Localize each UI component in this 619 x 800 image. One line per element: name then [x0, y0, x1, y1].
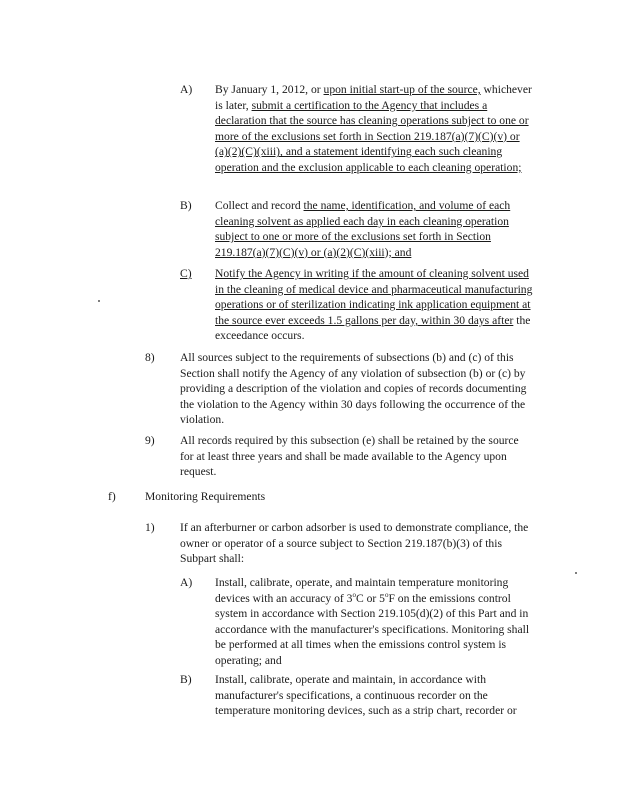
item-b2-text: Install, calibrate, operate and maintain, in accordance with manufacturer's specifications, a continuous recorder on the temperature monitoring devices, such as a strip chart, recorder or — [215, 673, 517, 718]
item-b2-label: B) — [180, 673, 192, 686]
item-9-text: All records required by this subsection (e) shall be retained by the source for at least three years and shall be made available to the Agency upon request. — [180, 434, 519, 479]
item-c-text — [215, 266, 535, 344]
item-8-label: 8) — [145, 351, 155, 364]
text-segment: amount of cleaning solvent used in the cleaning of medical device and pharmaceutical manufacturing operations or of sterilization indicating ink application equipment at the source ever exceeds 1.5 gallons per day, within 30 days after — [215, 267, 533, 327]
text-segment: whichever is later, — [215, 83, 532, 112]
text-segment: Collect and record — [215, 199, 304, 212]
item-a2-text: Install, calibrate, operate, and maintain temperature monitoring devices with an accuracy of 3$^o$C or 5$^o$F on the emissions control system in accordance with Section 219.105(d)(2) of this Part and in accordance with the manufacturer's specifications. Monitoring shall be performed at all times when the emissions control system is operating; and — [215, 576, 530, 667]
text-segment: submit a certification to the Agency that includes a declaration that the source has cleaning operations subject to one or more of the exclusions set forth in Section 219.187(a)(7)(C)(v) or (a)(2)(C)(xiii), and a statement identifying each such cleaning operation and the exclusion applicable to each cleaning operation; — [215, 98, 529, 174]
scan-speck — [98, 300, 100, 302]
item-f-label: f) — [108, 490, 116, 503]
item-b-label: B) — [180, 199, 192, 212]
item-b-text — [215, 198, 533, 260]
item-1-text: If an afterburner or carbon adsorber is used to demonstrate compliance, the owner or operator of a source subject to Section 219.187(b)(3) of this Subpart shall: — [180, 521, 529, 566]
item-8-text: All sources subject to the requirements of subsections (b) and (c) of this Section shall notify the Agency of any violation of subsection (b) or (c) by providing a description of the violation and copies of records documenting the violation to the Agency within 30 days following the occurrence of the violation. — [180, 351, 527, 427]
item-c-label: C) — [180, 267, 192, 280]
text-segment: the name, identification, and volume of each cleaning solvent as applied each day in each cleaning operation subject to one or more of the exclusions set forth in Section 219.187(a)(7)(C)(v) or (a)(2)(C)(xiii); and — [215, 199, 511, 259]
item-a-label: A) — [180, 83, 193, 96]
monitoring-heading: Monitoring Requirements — [145, 490, 266, 503]
item-1-label: 1) — [145, 521, 155, 534]
item-a-text — [215, 82, 535, 176]
text-segment: By January 1, 2012, or — [215, 83, 324, 96]
item-9-label: 9) — [145, 434, 155, 447]
item-a2-label: A) — [180, 576, 193, 589]
text-segment: Notify the Agency in writing if the — [215, 267, 379, 280]
scan-speck — [575, 572, 577, 574]
text-segment: the exceedance occurs. — [215, 313, 531, 343]
text-segment: upon initial start-up of the source, — [323, 83, 481, 96]
